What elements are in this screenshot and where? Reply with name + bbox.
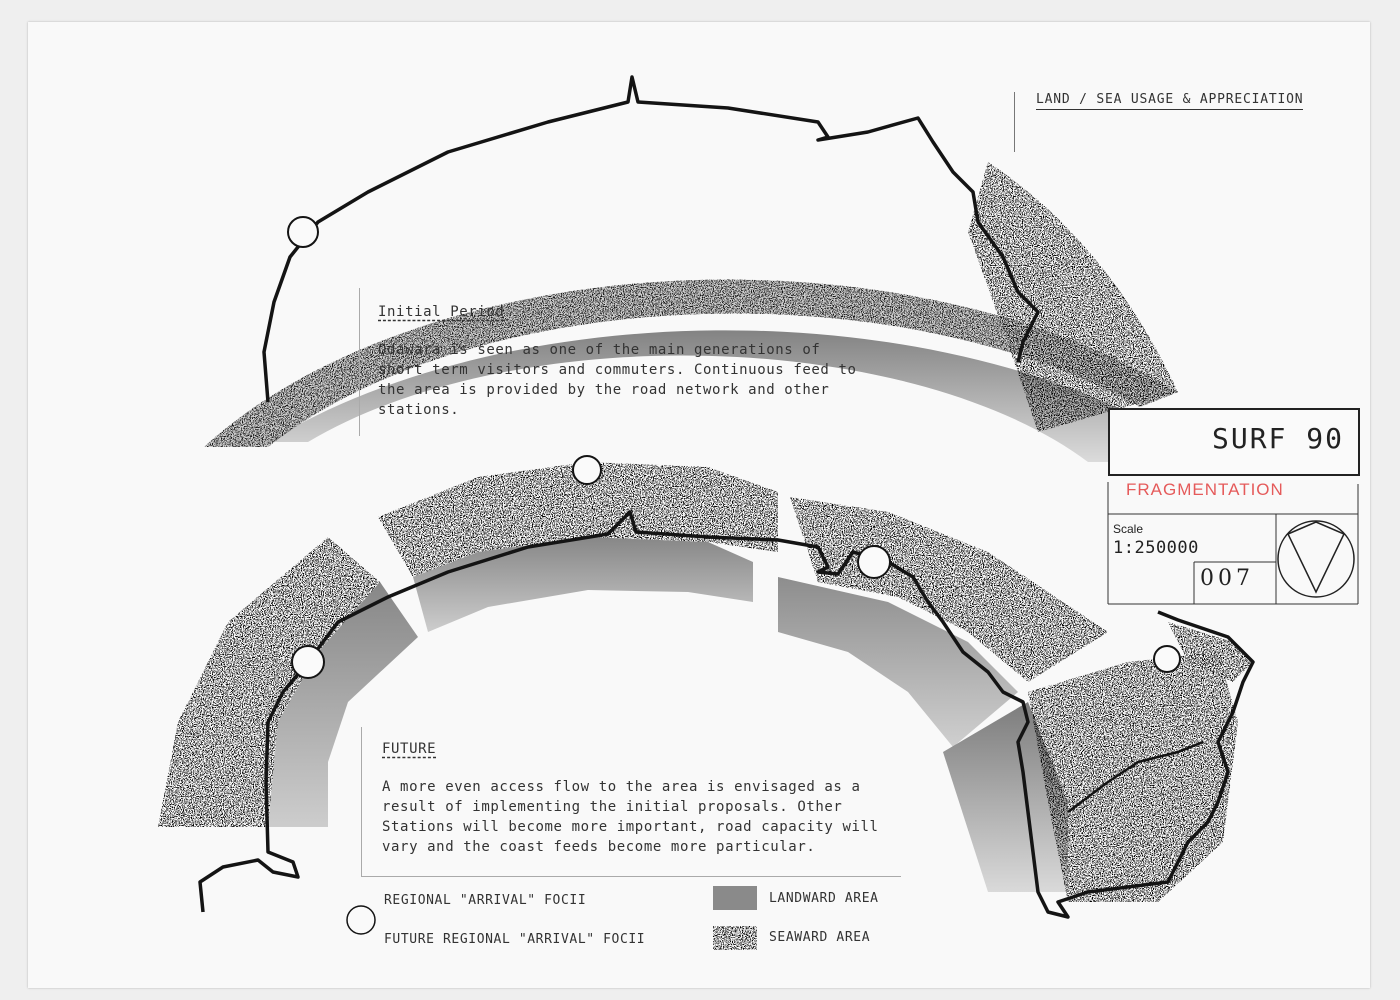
north-arrow-icon <box>1278 521 1354 597</box>
initial-body: Odawara is seen as one of the main generations of short term visitors and commuters. Continuous feed to the area is provided by the road network and other stations. <box>378 342 857 418</box>
future-note <box>382 739 902 857</box>
legend-seaward-swatch <box>713 926 757 950</box>
sheet-title: LAND / SEA USAGE & APPRECIATION <box>1036 92 1303 110</box>
legend-label-future-arrival: FUTURE REGIONAL "ARRIVAL" FOCII <box>384 932 646 947</box>
initial-arrival-focus <box>288 217 318 247</box>
future-arrival-focus-west <box>292 646 324 678</box>
future-body: A more even access flow to the area is envisaged as a result of implementing the initial proposals. Other Stations will become more important, road capacity will vary and the coast feeds become more particular. <box>382 779 879 855</box>
initial-rule <box>359 288 360 436</box>
legend-label-landward: LANDWARD AREA <box>769 891 879 906</box>
theme-label: FRAGMENTATION <box>1126 480 1284 499</box>
scale-label: Scale <box>1113 522 1144 536</box>
initial-heading: Initial Period <box>378 304 505 320</box>
future-underline <box>361 876 901 877</box>
legend-label-seaward: SEAWARD AREA <box>769 930 871 945</box>
future-heading: FUTURE <box>382 741 437 757</box>
title-divider <box>1014 92 1015 152</box>
drawing-sheet <box>28 22 1370 988</box>
scale-value: 1:250000 <box>1113 538 1199 558</box>
future-arrival-focus-southeast <box>1154 646 1180 672</box>
initial-period-note <box>378 302 868 420</box>
legend-arrival-focus-icon <box>347 906 375 934</box>
project-box <box>1108 408 1360 476</box>
future-arrival-focus-east <box>858 546 890 578</box>
legend-label-arrival: REGIONAL "ARRIVAL" FOCII <box>384 893 587 908</box>
sheet-number: 007 <box>1200 566 1254 591</box>
legend-landward-swatch <box>713 886 757 910</box>
project-name: SURF 90 <box>1211 422 1344 455</box>
future-arrival-focus-north <box>573 456 601 484</box>
future-rule <box>361 727 362 877</box>
